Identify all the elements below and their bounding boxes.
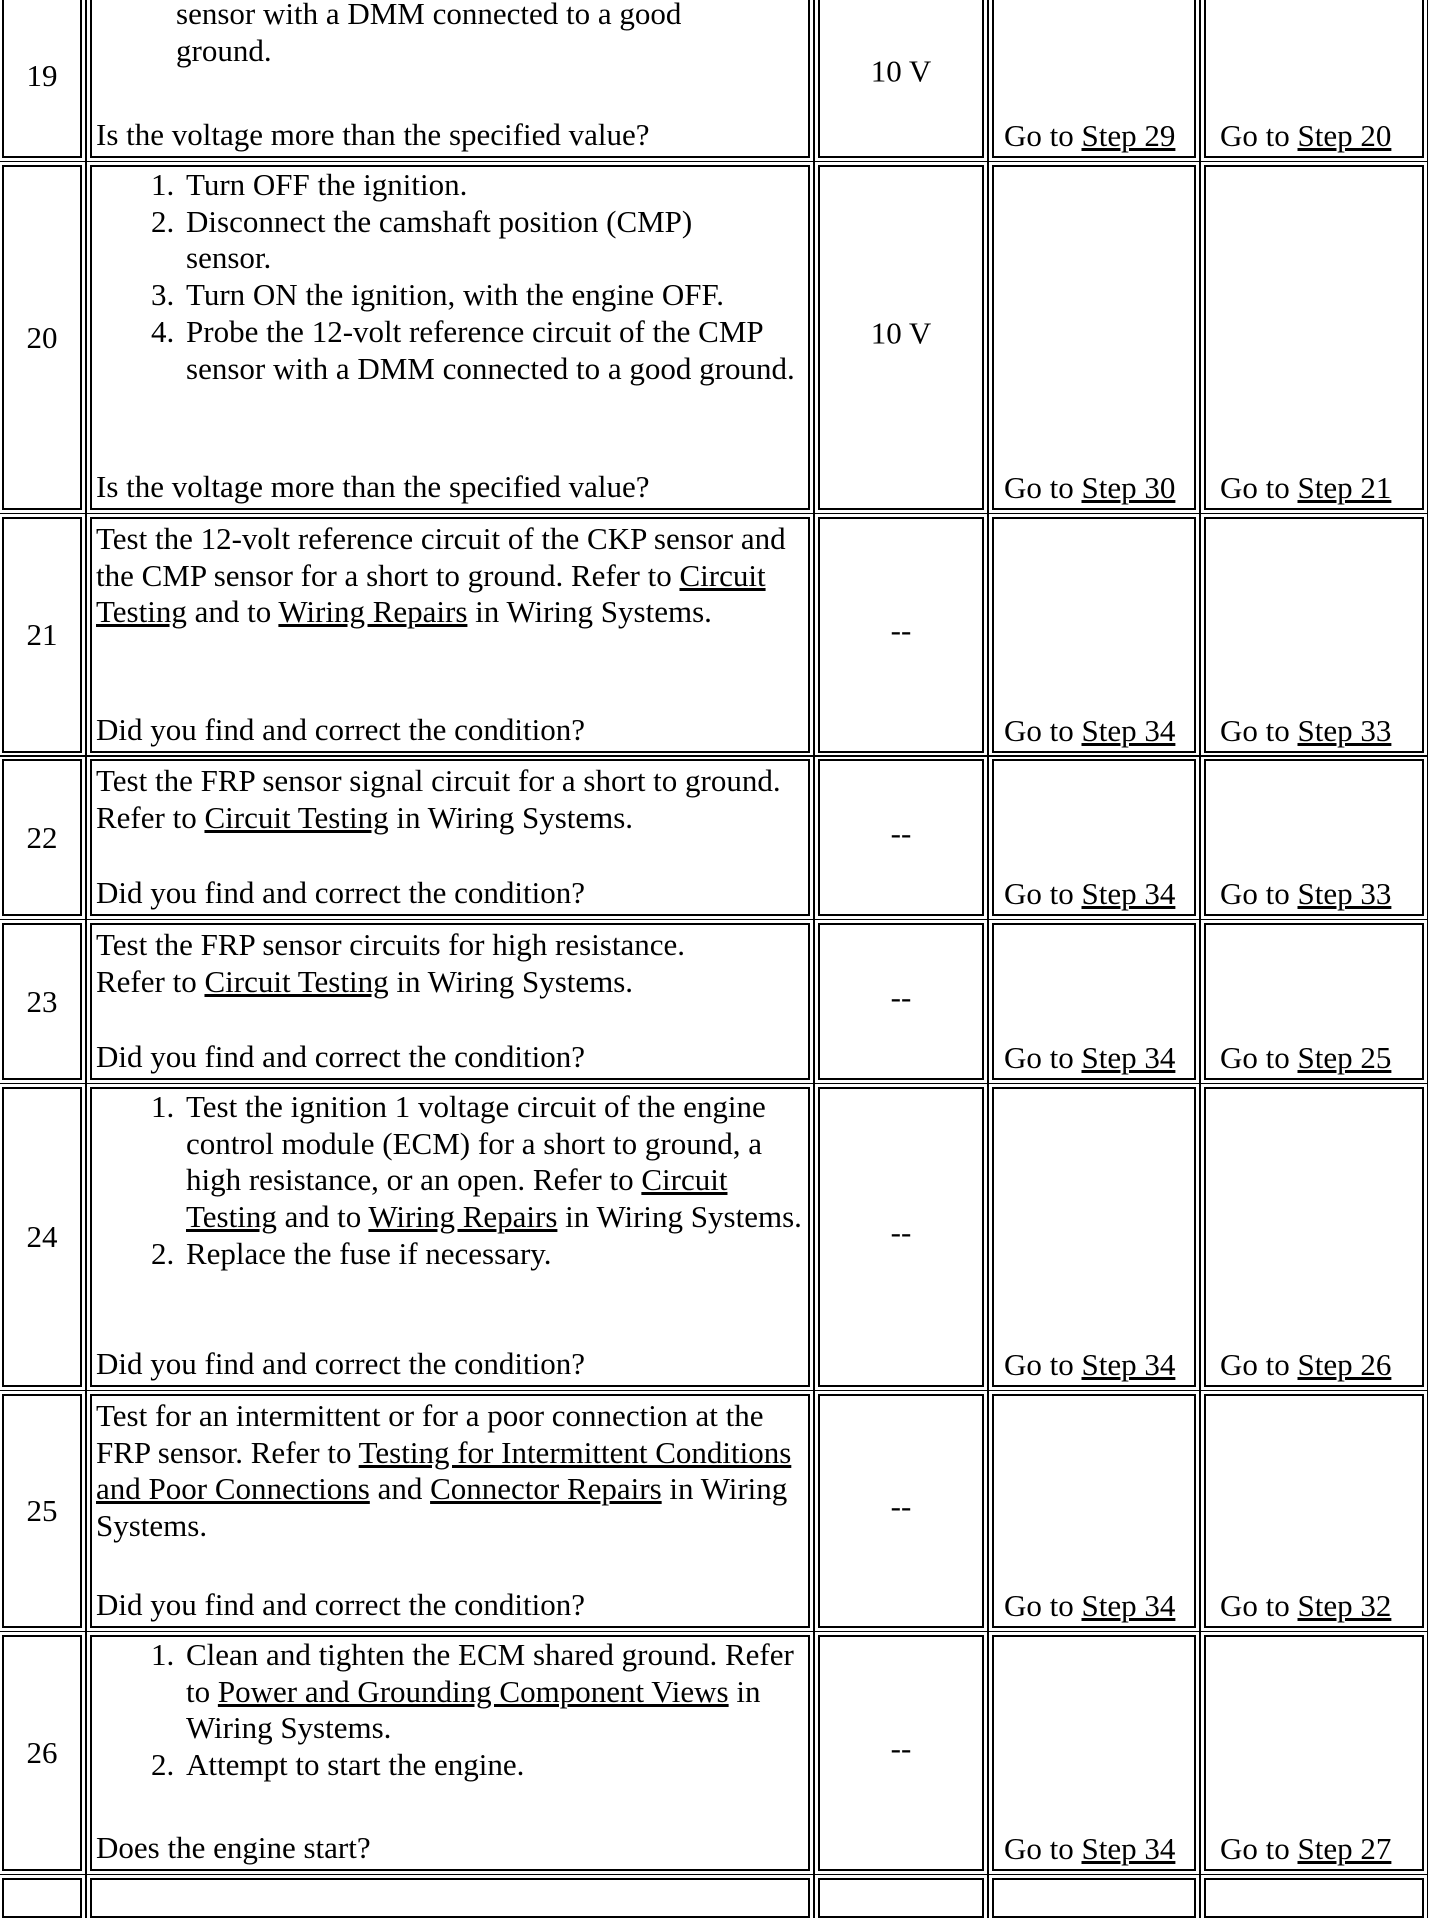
specified-value: --: [890, 1214, 912, 1250]
action-text: Test the FRP sensor signal circuit for a short to ground. Refer to Circuit Testing in Wiring Systems.: [96, 763, 781, 835]
no-cell: [1204, 517, 1424, 753]
yes-cell: [992, 923, 1196, 1080]
value-cell: [818, 1087, 984, 1387]
step-cell: [2, 923, 82, 1080]
table-row: [0, 0, 1426, 158]
value-cell: [818, 0, 984, 158]
specified-value: 10 V: [870, 53, 932, 89]
action-cell: [90, 759, 810, 916]
step-link[interactable]: Step 33: [1297, 876, 1392, 911]
step-cell: [2, 1878, 82, 1918]
step-cell: [2, 165, 82, 510]
step-link[interactable]: Step 25: [1297, 1040, 1392, 1075]
action-cell: [90, 0, 810, 158]
yes-cell: [992, 1878, 1196, 1918]
action-question: Did you find and correct the condition?: [96, 875, 585, 911]
list-item: 1. Clean and tighten the ECM shared ground. Refer to Power and Grounding Component Views in Wiring Systems.: [182, 1637, 804, 1747]
yes-goto: Go to Step 34: [1004, 1347, 1176, 1382]
no-goto: Go to Step 25: [1220, 1040, 1392, 1075]
step-link[interactable]: Step 27: [1297, 1831, 1392, 1866]
step-cell: [2, 1394, 82, 1628]
no-goto: Go to Step 26: [1220, 1347, 1392, 1382]
table-row: [0, 759, 1426, 916]
yes-goto: Go to Step 34: [1004, 876, 1176, 911]
action-cell: [90, 1087, 810, 1387]
action-question: Did you find and correct the condition?: [96, 712, 585, 748]
no-goto: Go to Step 20: [1220, 118, 1392, 153]
yes-cell: [992, 165, 1196, 510]
list-item: 1. Test the ignition 1 voltage circuit of the engine control module (ECM) for a short to ground, a high resistance, or an open. Refer to Circuit Testing and to Wiring Repairs in Wiring Systems.: [182, 1089, 804, 1236]
yes-goto: Go to Step 34: [1004, 1831, 1176, 1866]
step-link[interactable]: Step 34: [1081, 1588, 1176, 1623]
table-row: [0, 517, 1426, 753]
yes-cell: [992, 1635, 1196, 1871]
value-cell: [818, 1878, 984, 1918]
table-row: [0, 1635, 1426, 1871]
action-list: [96, 167, 804, 506]
step-number: 26: [26, 1735, 58, 1770]
yes-cell: [992, 0, 1196, 158]
yes-goto: Go to Step 29: [1004, 118, 1176, 153]
step-number: 22: [26, 819, 58, 855]
step-number: 19: [26, 58, 58, 93]
action-text: Test the FRP sensor circuits for high resistance. Refer to Circuit Testing in Wiring Systems.: [96, 927, 686, 999]
action-list: [96, 1089, 804, 1383]
step-cell: [2, 759, 82, 916]
step-number: 21: [26, 617, 58, 652]
no-goto: Go to Step 32: [1220, 1588, 1392, 1623]
step-link[interactable]: Step 32: [1297, 1588, 1392, 1623]
no-cell: [1204, 0, 1424, 158]
no-cell: [1204, 923, 1424, 1080]
no-cell: [1204, 1878, 1424, 1918]
action-question: Did you find and correct the condition?: [96, 1346, 585, 1382]
yes-cell: [992, 1394, 1196, 1628]
step-link[interactable]: Step 34: [1081, 1831, 1176, 1866]
action-text: Test the 12-volt reference circuit of the CKP sensor and the CMP sensor for a short to ground. Refer to Circuit Testing and to Wiring Repairs in Wiring Systems.: [96, 521, 786, 630]
action-text-line: ground.: [176, 32, 272, 68]
step-link[interactable]: Step 34: [1081, 876, 1176, 911]
circuit-testing-link[interactable]: Circuit Testing: [204, 799, 389, 835]
action-question: Is the voltage more than the specified value?: [96, 117, 650, 153]
step-link[interactable]: Step 21: [1297, 470, 1392, 505]
step-number: 25: [26, 1493, 58, 1528]
no-cell: [1204, 1394, 1424, 1628]
yes-goto: Go to Step 30: [1004, 470, 1176, 505]
specified-value: --: [890, 979, 912, 1015]
table-row: [0, 165, 1426, 510]
specified-value: --: [890, 1488, 912, 1524]
list-item: 2. Attempt to start the engine.: [182, 1747, 804, 1784]
power-grounding-link[interactable]: Power and Grounding Component Views: [217, 1673, 729, 1709]
no-cell: [1204, 1635, 1424, 1871]
step-cell: [2, 1635, 82, 1871]
step-link[interactable]: Step 30: [1081, 470, 1176, 505]
action-cell: [90, 1635, 810, 1871]
yes-goto: Go to Step 34: [1004, 1588, 1176, 1623]
yes-goto: Go to Step 34: [1004, 1040, 1176, 1075]
action-question: Is the voltage more than the specified value?: [96, 469, 650, 505]
yes-cell: [992, 517, 1196, 753]
step-number: 23: [26, 983, 58, 1019]
value-cell: [818, 759, 984, 916]
action-cell: [90, 1394, 810, 1628]
table-row: [0, 923, 1426, 1080]
action-text-line: sensor with a DMM connected to a good: [176, 0, 682, 31]
step-link[interactable]: Step 34: [1081, 1347, 1176, 1382]
no-cell: [1204, 759, 1424, 916]
yes-cell: [992, 1087, 1196, 1387]
action-question: Did you find and correct the condition?: [96, 1039, 585, 1075]
no-cell: [1204, 165, 1424, 510]
no-goto: Go to Step 21: [1220, 470, 1392, 505]
action-question: Did you find and correct the condition?: [96, 1587, 585, 1623]
step-cell: [2, 1087, 82, 1387]
value-cell: [818, 1635, 984, 1871]
step-number: 24: [26, 1219, 58, 1254]
action-cell: [90, 1878, 810, 1918]
no-cell: [1204, 1087, 1424, 1387]
yes-cell: [992, 759, 1196, 916]
step-link[interactable]: Step 34: [1081, 1040, 1176, 1075]
circuit-testing-link[interactable]: Circuit Testing: [96, 557, 766, 630]
circuit-testing-link[interactable]: Circuit Testing: [204, 963, 389, 999]
list-item: 2. Replace the fuse if necessary.: [182, 1236, 804, 1273]
list-item: 3. Turn ON the ignition, with the engine OFF.: [182, 277, 804, 314]
list-item: 2. Disconnect the camshaft position (CMP) sensor.: [182, 204, 804, 277]
no-goto: Go to Step 33: [1220, 713, 1392, 748]
yes-goto: Go to Step 34: [1004, 713, 1176, 748]
action-text: Test for an intermittent or for a poor connection at the FRP sensor. Refer to Testing for Intermittent Conditions and Poor Connections and Connector Repairs in Wiring Systems.: [96, 1398, 792, 1544]
value-cell: [818, 1394, 984, 1628]
specified-value: 10 V: [870, 315, 932, 351]
intermittent-conditions-link[interactable]: Testing for Intermittent Conditions and Poor Connections: [96, 1434, 792, 1507]
no-goto: Go to Step 33: [1220, 876, 1392, 911]
step-cell: [2, 517, 82, 753]
step-cell: [2, 0, 82, 158]
action-question: Does the engine start?: [96, 1830, 371, 1866]
value-cell: [818, 165, 984, 510]
list-item: 4. Probe the 12-volt reference circuit of the CMP sensor with a DMM connected to a good ground.: [182, 314, 804, 387]
specified-value: --: [890, 1730, 912, 1766]
step-link[interactable]: Step 26: [1297, 1347, 1392, 1382]
table-row: [0, 1394, 1426, 1628]
list-item: 1. Turn OFF the ignition.: [182, 167, 804, 204]
step-link[interactable]: Step 20: [1297, 118, 1392, 153]
action-cell: [90, 517, 810, 753]
connector-repairs-link[interactable]: Connector Repairs: [430, 1471, 662, 1507]
wiring-repairs-link[interactable]: Wiring Repairs: [278, 594, 468, 630]
no-goto: Go to Step 27: [1220, 1831, 1392, 1866]
table-row: [0, 1878, 1426, 1918]
step-link[interactable]: Step 29: [1081, 118, 1176, 153]
wiring-repairs-link[interactable]: Wiring Repairs: [368, 1199, 558, 1235]
circuit-testing-link[interactable]: Circuit Testing: [186, 1162, 728, 1235]
value-cell: [818, 517, 984, 753]
step-link[interactable]: Step 33: [1297, 713, 1392, 748]
value-cell: [818, 923, 984, 1080]
specified-value: --: [890, 612, 912, 648]
step-number: 20: [26, 319, 58, 355]
action-cell: [90, 923, 810, 1080]
table-row: [0, 1087, 1426, 1387]
specified-value: --: [890, 815, 912, 851]
step-link[interactable]: Step 34: [1081, 713, 1176, 748]
action-cell: [90, 165, 810, 510]
